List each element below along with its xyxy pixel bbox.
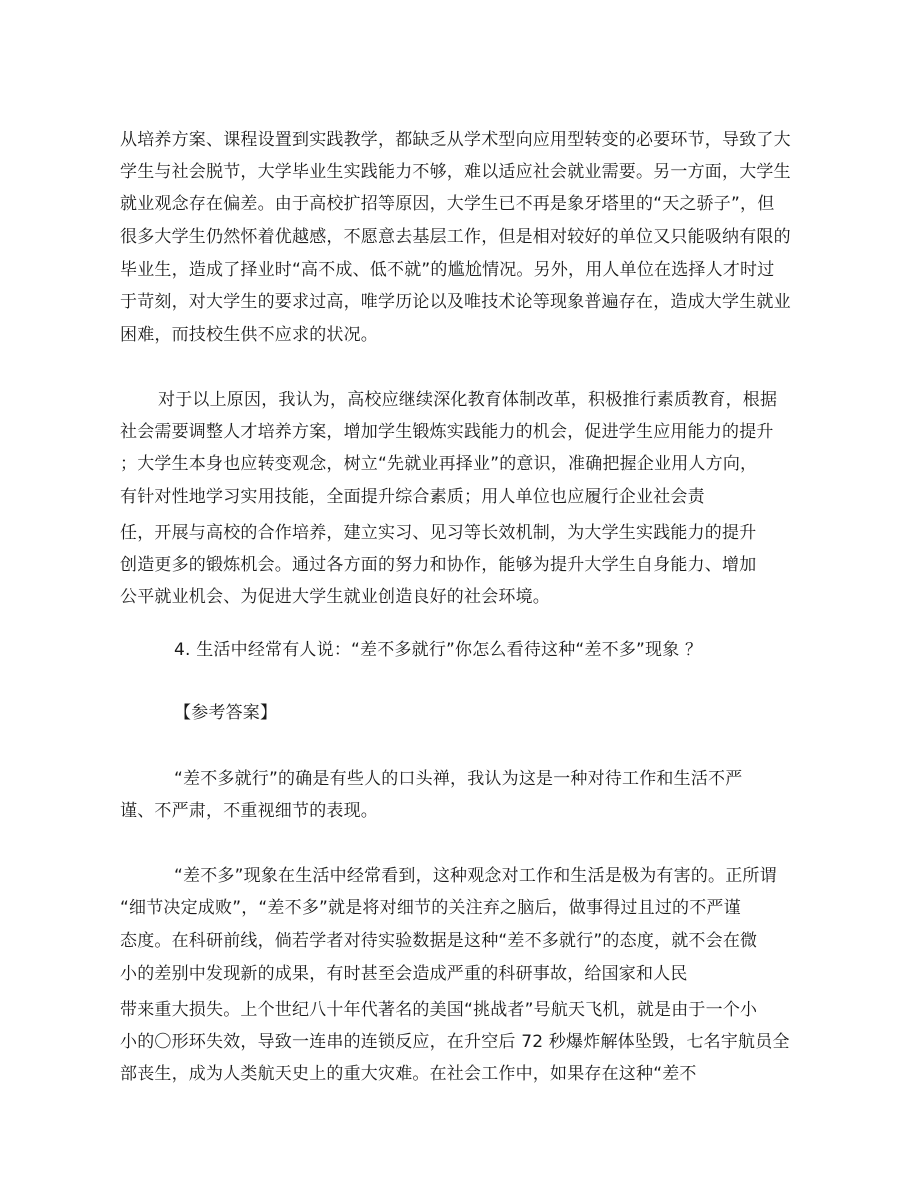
- text-line: 学生与社会脱节，大学毕业生实践能力不够，难以适应社会就业需要。另一方面，大学生: [120, 162, 791, 182]
- text-line: 于苛刻，对大学生的要求过高，唯学历论以及唯技术论等现象普遍存在，造成大学生就业: [120, 292, 791, 312]
- question-heading: 4. 生活中经常有人说：“差不多就行”你怎么看待这种“差不多”现象 ？: [174, 640, 703, 660]
- text-line: 公平就业机会、为促进大学生就业创造良好的社会环境。: [120, 587, 550, 607]
- text-line: 小的〇形环失效，导致一连串的连锁反应，在升空后 72 秒爆炸解体坠毁，七名宇航员全: [120, 1032, 790, 1052]
- text-line: 带来重大损失。上个世纪八十年代著名的美国“挑战者”号航天飞机，就是由于一个小: [120, 1000, 758, 1020]
- text-line: 对于以上原因，我认为，高校应继续深化教育体制改革，积极推行素质教育，根据: [158, 390, 778, 410]
- text-line: 创造更多的锻炼机会。通过各方面的努力和协作，能够为提升大学生自身能力、增加: [120, 555, 757, 575]
- text-line: 困难，而技校生供不应求的状况。: [120, 325, 378, 345]
- text-line: 有针对性地学习实用技能，全面提升综合素质；用人单位也应履行企业社会责: [120, 487, 705, 507]
- text-line: ；大学生本身也应转变观念，树立“先就业再择业”的意识，准确把握企业用人方向，: [120, 454, 758, 474]
- text-line: “差不多”现象在生活中经常看到，这种观念对工作和生活是极为有害的。正所谓: [174, 866, 777, 886]
- text-line: 就业观念存在偏差。由于高校扩招等原因，大学生已不再是象牙塔里的“天之骄子”，但: [120, 194, 775, 214]
- text-line: 谨、不严肃，不重视细节的表现。: [120, 801, 378, 821]
- answer-heading: 【参考答案】: [174, 703, 278, 723]
- text-line: 任，开展与高校的合作培养，建立实习、见习等长效机制，为大学生实践能力的提升: [120, 523, 757, 543]
- text-line: 部丧生，成为人类航天史上的重大灾难。在社会工作中，如果存在这种“差不: [120, 1064, 697, 1084]
- text-line: 态度。在科研前线，倘若学者对待实验数据是这种“差不多就行”的态度，就不会在微: [120, 931, 758, 951]
- text-line: 小的差别中发现新的成果，有时甚至会造成严重的科研事故，给国家和人民: [120, 964, 688, 984]
- text-line: 很多大学生仍然怀着优越感，不愿意去基层工作，但是相对较好的单位又只能吸纳有限的: [120, 227, 791, 247]
- text-line: “差不多就行”的确是有些人的口头禅，我认为这是一种对待工作和生活不严: [174, 769, 743, 789]
- text-line: 从培养方案、课程设置到实践教学，都缺乏从学术型向应用型转变的必要环节，导致了大: [120, 130, 791, 150]
- text-line: “细节决定成败”，“差不多”就是将对细节的关注弃之脑后，做事得过且过的不严谨: [120, 898, 741, 918]
- text-line: 毕业生，造成了择业时“高不成、低不就”的尴尬情况。另外，用人单位在选择人才时过: [120, 260, 775, 280]
- text-line: 社会需要调整人才培养方案，增加学生锻炼实践能力的机会，促进学生应用能力的提升: [120, 422, 774, 442]
